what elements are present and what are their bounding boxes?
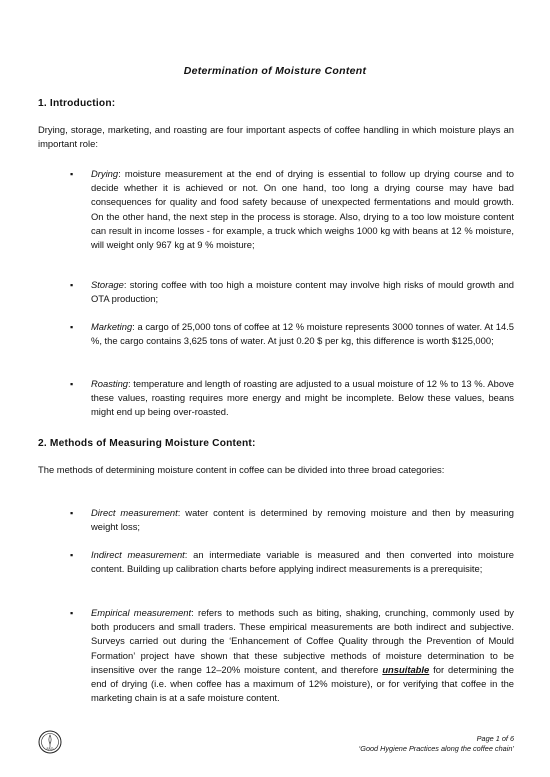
bullet-marker: ▪ [70, 280, 74, 290]
section-heading-introduction: 1. Introduction: [38, 98, 116, 109]
bullet-marker: ▪ [70, 508, 74, 518]
list-item-empirical-measurement [91, 606, 514, 705]
list-item-term: Storage [91, 279, 124, 290]
list-item-text: : an intermediate variable is measured and then converted into moisture content. Building up calibration charts before applying indirect measurements is a prerequisite; [91, 549, 514, 575]
list-item-storage [91, 278, 514, 306]
intro-paragraph: Drying, storage, marketing, and roasting are four important aspects of coffee handling in which moisture plays an important role: [38, 124, 514, 150]
list-item-term: Drying [91, 168, 119, 179]
list-item-text: : moisture measurement at the end of drying is essential to follow up drying course and to decide whether it is achieved or not. On one hand, too long a drying course may have bad consequences for quality and food safety because of unexpected fermentations and mould growth. On the other hand, the next step in the process is storage. Also, drying to a too low moisture content can result in income losses - for example, a truck which weighs 1000 kg with beans at 12 % moisture, will weight only 967 kg at 9 % moisture; [91, 168, 514, 251]
document-title: Determination of Moisture Content [183, 65, 367, 77]
page-number: Page 1 of 6 [476, 734, 514, 743]
list-item-text: : a cargo of 25,000 tons of coffee at 12 % moisture represents 3000 tonnes of water. At 14.5 %, the cargo contains 3,625 tons of water. At just 0.20 $ per kg, this difference is worth $125,000; [91, 321, 514, 347]
list-item-text: for determining the end of drying (i.e. when coffee has a maximum of 12% moisture), or for verifying that coffee in the marketing chain is at a safe moisture content. [91, 663, 514, 704]
footer-series-title: ‘Good Hygiene Practices along the coffee chain’ [358, 744, 514, 753]
list-item-term: Marketing [91, 321, 133, 332]
list-item-text: : temperature and length of roasting are adjusted to a usual moisture of 12 % to 13 %. Above these values, roasting requires more energy and might be incomplete. Below these values, beans might end up being over-roasted. [91, 378, 514, 418]
bullet-marker: ▪ [70, 608, 74, 618]
emphasis-text: unsuitable [382, 663, 430, 675]
fao-logo [38, 730, 62, 754]
list-item-drying [91, 167, 514, 252]
methods-intro-paragraph: The methods of determining moisture content in coffee can be divided into three broad categories: [38, 464, 445, 475]
list-item-indirect-measurement [91, 548, 514, 576]
list-item-term: Empirical measurement [91, 607, 192, 618]
section-heading-methods: 2. Methods of Measuring Moisture Content: [38, 438, 256, 449]
bullet-marker: ▪ [70, 169, 74, 179]
bullet-marker: ▪ [70, 379, 74, 389]
bullet-marker: ▪ [70, 322, 74, 332]
list-item-roasting [91, 377, 514, 420]
list-item-text: : storing coffee with too high a moisture content may involve high risks of mould growth and OTA production; [91, 279, 514, 305]
fao-logo-text: FAO [46, 746, 54, 751]
list-item-term: Direct measurement [91, 507, 178, 518]
bullet-marker: ▪ [70, 550, 74, 560]
list-item-text: : refers to methods such as biting, shaking, crunching, commonly used by both producers and small traders. These empirical measurements are both indirect and subjective. Surveys carried out during the ‘Enhancement of Coffee Quality through the Prevention of Mould Formation’ project have shown that these subjective methods of moisture determination to be insensitive over the range 12–20% moisture content, and therefore [91, 607, 514, 675]
list-item-marketing [91, 320, 514, 348]
list-item-term: Indirect measurement [91, 549, 185, 560]
list-item-direct-measurement [91, 506, 514, 534]
list-item-term: Roasting [91, 378, 129, 389]
list-item-text: : water content is determined by removing moisture and then by measuring weight loss; [91, 507, 515, 533]
